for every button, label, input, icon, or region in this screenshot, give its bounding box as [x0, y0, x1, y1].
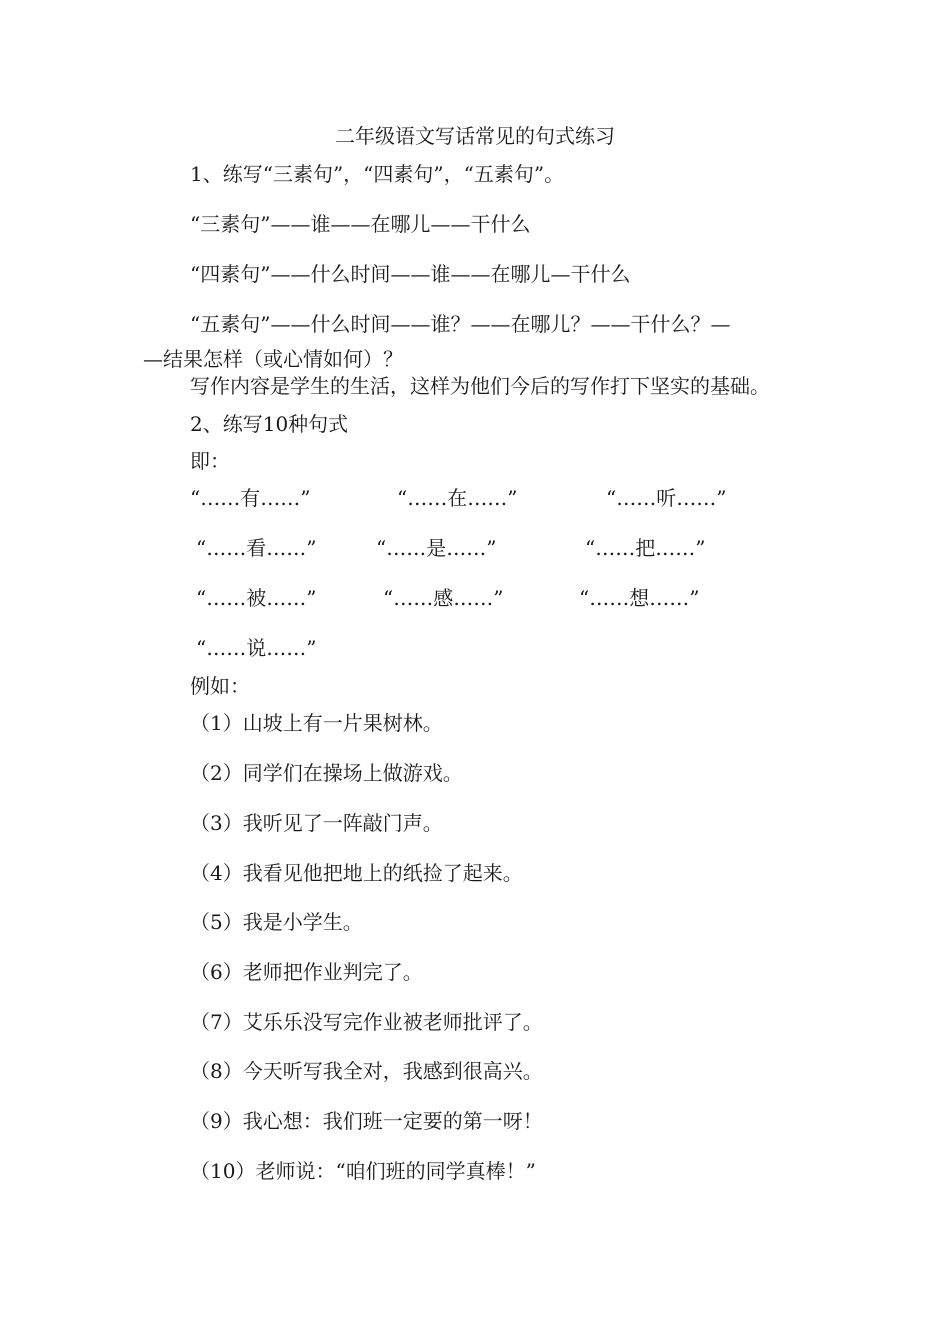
pattern-zai: “……在……”	[397, 486, 518, 510]
pattern-ting: “……听……”	[606, 486, 727, 510]
section1-heading: 1、练写“三素句”，“四素句”，“五素句”。	[190, 162, 565, 186]
section2-heading: 2、练写10种句式	[190, 412, 349, 436]
example-1: （1）山坡上有一片果树林。	[190, 711, 443, 735]
example-5: （5）我是小学生。	[190, 910, 363, 934]
pattern-gan: “……感……”	[383, 586, 504, 610]
five-element-sentence-line1: “五素句”——什么时间——谁？——在哪儿？——干什么？—	[190, 312, 731, 336]
section2-intro: 即：	[190, 449, 230, 473]
pattern-shi: “……是……”	[376, 536, 497, 560]
pattern-kan: “……看……”	[196, 536, 317, 560]
example-8: （8）今天听写我全对，我感到很高兴。	[190, 1059, 543, 1083]
pattern-you: “……有……”	[190, 486, 311, 510]
example-6: （6）老师把作业判完了。	[190, 960, 423, 984]
examples-label: 例如：	[190, 674, 250, 698]
example-2: （2）同学们在操场上做游戏。	[190, 761, 463, 785]
four-element-sentence: “四素句”——什么时间——谁——在哪儿—干什么	[190, 262, 631, 286]
example-4: （4）我看见他把地上的纸捡了起来。	[190, 861, 523, 885]
section1-note: 写作内容是学生的生活，这样为他们今后的写作打下坚实的基础。	[190, 374, 770, 398]
five-element-sentence-line2: —结果怎样（或心情如何）？	[143, 347, 403, 371]
example-9: （9）我心想：我们班一定要的第一呀！	[190, 1109, 543, 1133]
pattern-ba: “……把……”	[585, 536, 706, 560]
pattern-xiang: “……想……”	[579, 586, 700, 610]
example-7: （7）艾乐乐没写完作业被老师批评了。	[190, 1010, 543, 1034]
three-element-sentence: “三素句”——谁——在哪儿——干什么	[190, 212, 531, 236]
example-10: （10）老师说：“咱们班的同学真棒！”	[190, 1159, 536, 1183]
pattern-shuo: “……说……”	[196, 636, 317, 660]
example-3: （3）我听见了一阵敲门声。	[190, 811, 443, 835]
pattern-bei: “……被……”	[196, 586, 317, 610]
document-title: 二年级语文写话常见的句式练习	[335, 124, 615, 148]
